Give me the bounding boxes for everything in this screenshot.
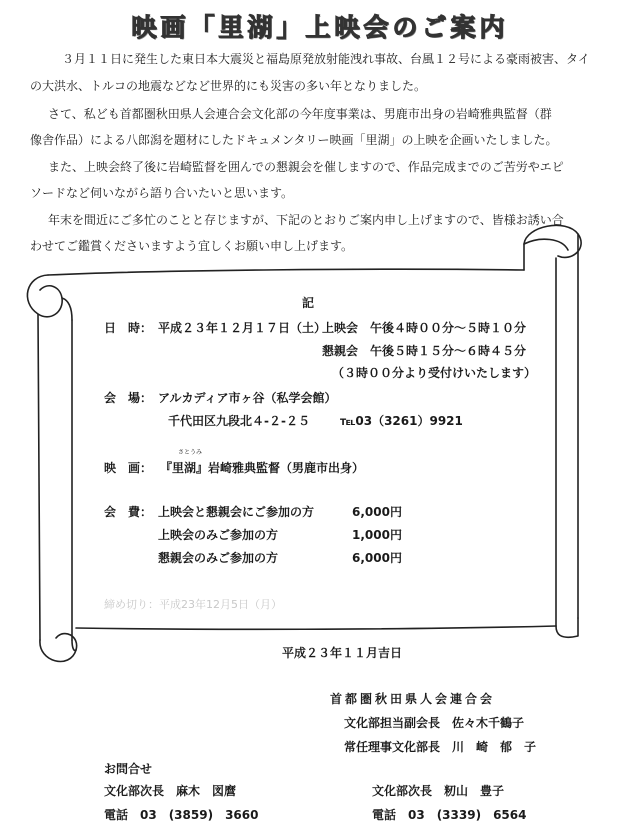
organizer-person-2: 常任理事文化部長 川 崎 郁 子 (344, 740, 537, 754)
fee-item-2: 上映会のみご参加の方 (158, 528, 279, 542)
contact-tel-a: 電話 03 (3859) 3660 (104, 808, 259, 822)
fee-price-3: 6,000円 (352, 551, 402, 565)
datetime-date: 平成２３年１２月１７日（土） (158, 321, 327, 335)
intro-line-2: の大洪水、トルコの地震などなど世界的にも災害の多い年となりました。 (30, 79, 427, 93)
contact-person-b: 文化部次長 籾山 豊子 (372, 784, 505, 798)
intro-line-7: 年末を間近にご多忙のことと存じますが、下記のとおりご案内申し上げますので、皆様お誘い合 (48, 213, 564, 227)
venue-label: 会 場： (104, 391, 153, 405)
film-label: 映 画： (104, 461, 153, 475)
ki-heading: 記 (302, 296, 315, 310)
film-title: 『里湖』岩崎雅典監督（男鹿市出身） (160, 461, 365, 475)
fee-item-3: 懇親会のみご参加の方 (158, 551, 279, 565)
film-ruby: さとうみ (178, 449, 203, 456)
intro-line-3: さて、私ども首都圏秋田県人会連合会文化部の今年度事業は、男鹿市出身の岩崎雅典監督（群 (48, 107, 552, 121)
datetime-label: 日 時： (104, 321, 153, 335)
intro-line-5: また、上映会終了後に岩崎監督を囲んでの懇親会を催しますので、作品完成までのご苦労やエピ (48, 160, 564, 174)
fee-item-1: 上映会と懇親会にご参加の方 (158, 505, 315, 519)
contact-tel-b: 電話 03 (3339) 6564 (372, 808, 527, 822)
date-issued: 平成２３年１１月吉日 (282, 646, 403, 660)
intro-line-4: 像舎作品）による八郎潟を題材にしたドキュメンタリー映画「里湖」の上映を企画いたしました。 (30, 133, 558, 147)
fee-label: 会 費： (104, 505, 153, 519)
fee-price-1: 6,000円 (352, 505, 402, 519)
screening-time: 上映会 午後４時００分～５時１０分 (322, 321, 527, 335)
intro-line-8: わせてご鑑賞くださいますよう宜しくお願い申し上げます。 (30, 239, 354, 253)
organizer-name: 首都圏秋田県人会連合会 (330, 692, 496, 706)
intro-line-6: ソードなど伺いながら語り合いたいと思います。 (30, 186, 294, 200)
fee-price-2: 1,000円 (352, 528, 402, 542)
reception-time: （３時００分より受付けいたします） (332, 366, 537, 380)
deadline-faint: 締め切り：平成23年12月5日（月） (104, 598, 282, 611)
organizer-person-1: 文化部担当副会長 佐々木千鶴子 (344, 716, 525, 730)
venue-name: アルカディア市ヶ谷（私学会館） (158, 391, 337, 405)
venue-address: 千代田区九段北４-２-２５ (168, 414, 310, 428)
page-title: 映画「里湖」上映会のご案内 (131, 13, 509, 42)
venue-tel: ℡03（3261）9921 (340, 414, 463, 428)
contact-heading: お問合せ (104, 762, 153, 776)
contact-person-a: 文化部次長 麻木 図麿 (104, 784, 237, 798)
intro-line-1: ３月１１日に発生した東日本大震災と福島原発放射能洩れ事故、台風１２号による豪雨被害、タイ (62, 52, 590, 66)
party-time: 懇親会 午後５時１５分～６時４５分 (322, 344, 527, 358)
